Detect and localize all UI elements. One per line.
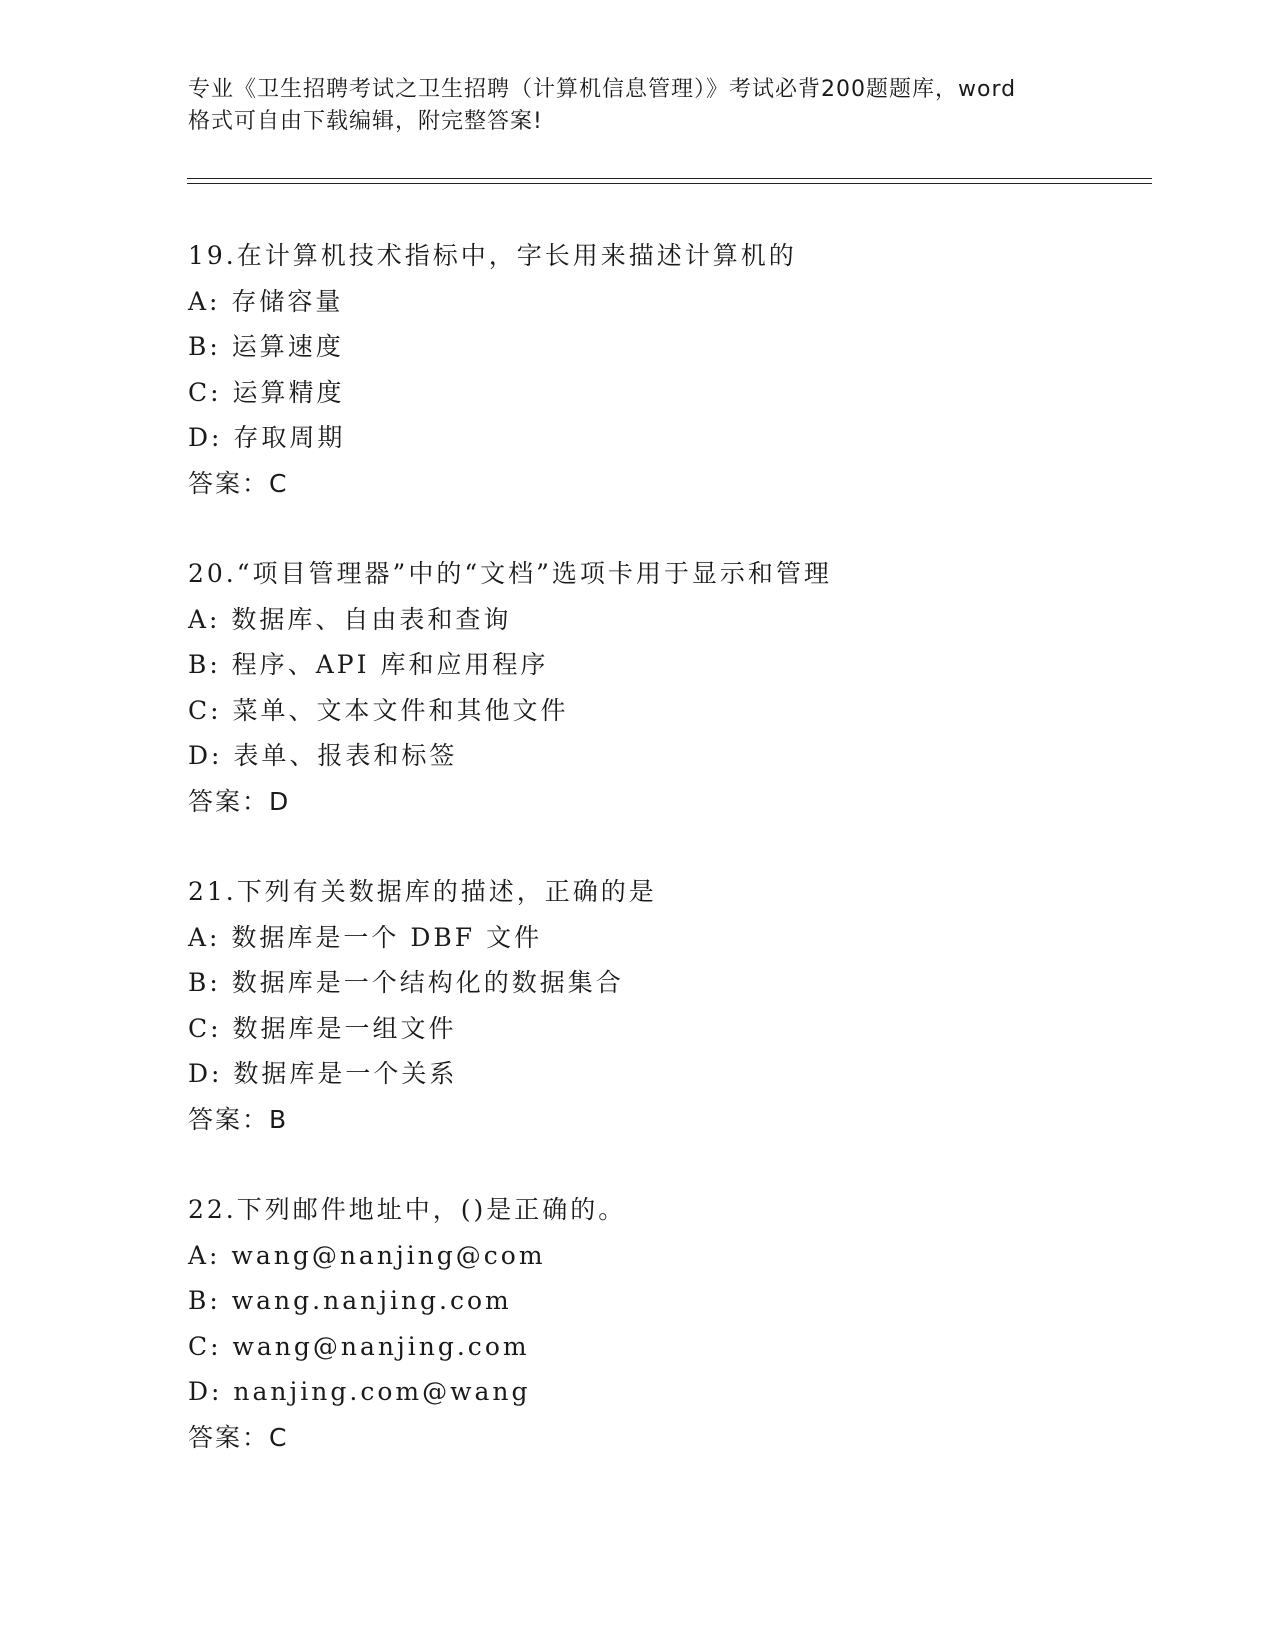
header-divider-top: [187, 178, 1152, 179]
option-b: B: 数据库是一个结构化的数据集合: [188, 968, 624, 997]
question-20: [188, 551, 1148, 824]
answer: 答案：B: [188, 1104, 289, 1134]
question-title: 21.下列有关数据库的描述，正确的是: [188, 877, 657, 906]
option-d: D: nanjing.com@wang: [188, 1377, 531, 1406]
option-c: C: 数据库是一组文件: [188, 1013, 457, 1043]
answer: 答案：C: [188, 1422, 289, 1452]
option-d: D: 存取周期: [188, 423, 346, 452]
document-header: [188, 74, 1088, 138]
option-d: D: 表单、报表和标签: [188, 741, 458, 770]
option-c: C: 运算精度: [188, 377, 345, 407]
option-a: A: wang@nanjing@com: [188, 1240, 546, 1270]
question-title: 20.“项目管理器”中的“文档”选项卡用于显示和管理: [188, 559, 832, 588]
question-title: 22.下列邮件地址中，()是正确的。: [188, 1195, 627, 1224]
option-c: C: wang@nanjing.com: [188, 1331, 530, 1361]
header-divider-bottom: [187, 183, 1152, 184]
option-a: A: 存储容量: [188, 286, 344, 316]
option-a: A: 数据库是一个 DBF 文件: [188, 922, 543, 952]
option-c: C: 菜单、文本文件和其他文件: [188, 695, 569, 725]
option-b: B: 运算速度: [188, 332, 344, 361]
answer: 答案：D: [188, 786, 291, 816]
question-19: [188, 233, 1148, 506]
option-b: B: wang.nanjing.com: [188, 1286, 512, 1315]
question-22: [188, 1187, 1148, 1460]
question-21: [188, 869, 1148, 1142]
answer: 答案：C: [188, 468, 289, 498]
option-a: A: 数据库、自由表和查询: [188, 604, 512, 634]
header-line-2: 格式可自由下载编辑，附完整答案!: [188, 109, 543, 134]
header-line-1: 专业《卫生招聘考试之卫生招聘（计算机信息管理）》考试必背200题题库，word: [188, 77, 1017, 102]
option-d: D: 数据库是一个关系: [188, 1059, 458, 1088]
question-title: 19.在计算机技术指标中，字长用来描述计算机的: [188, 241, 797, 270]
option-b: B: 程序、API 库和应用程序: [188, 650, 549, 679]
